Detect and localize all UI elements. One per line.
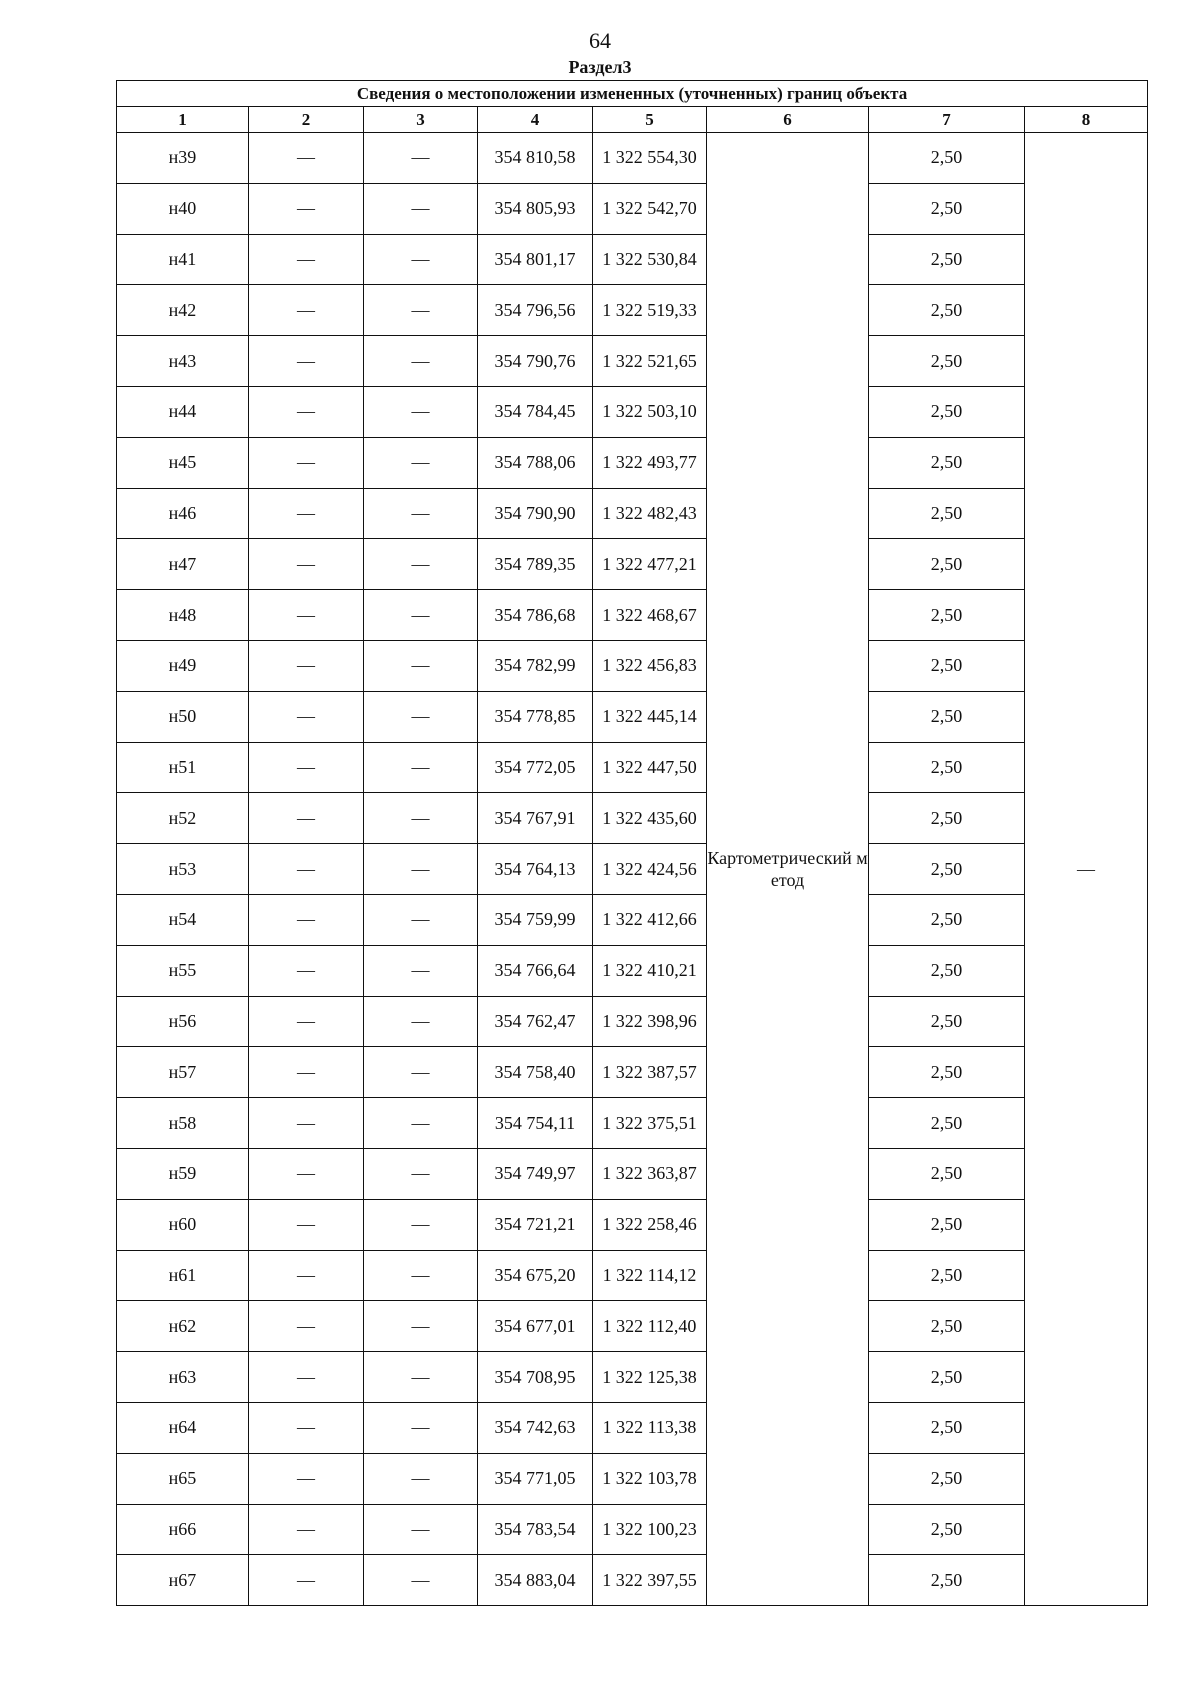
column-2-cell: — xyxy=(249,945,364,996)
table-row xyxy=(117,691,1148,742)
y-coordinate-cell: 1 322 542,70 xyxy=(593,183,707,234)
table-row xyxy=(117,1301,1148,1352)
x-coordinate-cell: 354 810,58 xyxy=(478,133,593,184)
precision-cell: 2,50 xyxy=(869,336,1025,387)
column-3-cell: — xyxy=(364,894,478,945)
x-coordinate-cell: 354 796,56 xyxy=(478,285,593,336)
point-name-cell: н67 xyxy=(117,1555,249,1606)
point-name-cell: н41 xyxy=(117,234,249,285)
point-name-cell: н57 xyxy=(117,1047,249,1098)
point-name-cell: н66 xyxy=(117,1504,249,1555)
precision-cell: 2,50 xyxy=(869,742,1025,793)
point-name-cell: н40 xyxy=(117,183,249,234)
table-row xyxy=(117,386,1148,437)
point-name-cell: н44 xyxy=(117,386,249,437)
y-coordinate-cell: 1 322 468,67 xyxy=(593,590,707,641)
column-3-cell: — xyxy=(364,1402,478,1453)
precision-cell: 2,50 xyxy=(869,1301,1025,1352)
table-caption: Сведения о местоположении измененных (уточненных) границ объекта xyxy=(117,81,1148,107)
y-coordinate-cell: 1 322 521,65 xyxy=(593,336,707,387)
x-coordinate-cell: 354 721,21 xyxy=(478,1199,593,1250)
column-2-cell: — xyxy=(249,488,364,539)
precision-cell: 2,50 xyxy=(869,539,1025,590)
column-2-cell: — xyxy=(249,793,364,844)
x-coordinate-cell: 354 789,35 xyxy=(478,539,593,590)
y-coordinate-cell: 1 322 482,43 xyxy=(593,488,707,539)
table-row xyxy=(117,1555,1148,1606)
precision-cell: 2,50 xyxy=(869,894,1025,945)
point-name-cell: н65 xyxy=(117,1453,249,1504)
precision-cell: 2,50 xyxy=(869,1504,1025,1555)
column-header: 8 xyxy=(1025,107,1148,133)
point-name-cell: н48 xyxy=(117,590,249,641)
point-name-cell: н64 xyxy=(117,1402,249,1453)
table-row xyxy=(117,1148,1148,1199)
point-name-cell: н46 xyxy=(117,488,249,539)
y-coordinate-cell: 1 322 100,23 xyxy=(593,1504,707,1555)
table-row xyxy=(117,1199,1148,1250)
precision-cell: 2,50 xyxy=(869,691,1025,742)
column-header: 7 xyxy=(869,107,1025,133)
y-coordinate-cell: 1 322 387,57 xyxy=(593,1047,707,1098)
column-2-cell: — xyxy=(249,1047,364,1098)
column-header: 5 xyxy=(593,107,707,133)
point-name-cell: н45 xyxy=(117,437,249,488)
x-coordinate-cell: 354 764,13 xyxy=(478,844,593,895)
x-coordinate-cell: 354 762,47 xyxy=(478,996,593,1047)
y-coordinate-cell: 1 322 258,46 xyxy=(593,1199,707,1250)
table-body xyxy=(117,133,1148,1606)
column-3-cell: — xyxy=(364,945,478,996)
precision-cell: 2,50 xyxy=(869,945,1025,996)
column-2-cell: — xyxy=(249,894,364,945)
x-coordinate-cell: 354 788,06 xyxy=(478,437,593,488)
x-coordinate-cell: 354 675,20 xyxy=(478,1250,593,1301)
column-header: 2 xyxy=(249,107,364,133)
column-3-cell: — xyxy=(364,1148,478,1199)
table-row xyxy=(117,1250,1148,1301)
column-2-cell: — xyxy=(249,234,364,285)
y-coordinate-cell: 1 322 103,78 xyxy=(593,1453,707,1504)
point-name-cell: н51 xyxy=(117,742,249,793)
column-3-cell: — xyxy=(364,1504,478,1555)
point-name-cell: н54 xyxy=(117,894,249,945)
x-coordinate-cell: 354 783,54 xyxy=(478,1504,593,1555)
y-coordinate-cell: 1 322 398,96 xyxy=(593,996,707,1047)
x-coordinate-cell: 354 749,97 xyxy=(478,1148,593,1199)
column-3-cell: — xyxy=(364,1555,478,1606)
point-name-cell: н42 xyxy=(117,285,249,336)
column-2-cell: — xyxy=(249,742,364,793)
point-name-cell: н58 xyxy=(117,1098,249,1149)
column-2-cell: — xyxy=(249,996,364,1047)
y-coordinate-cell: 1 322 363,87 xyxy=(593,1148,707,1199)
column-3-cell: — xyxy=(364,234,478,285)
point-name-cell: н47 xyxy=(117,539,249,590)
y-coordinate-cell: 1 322 375,51 xyxy=(593,1098,707,1149)
table-row xyxy=(117,539,1148,590)
x-coordinate-cell: 354 883,04 xyxy=(478,1555,593,1606)
precision-cell: 2,50 xyxy=(869,1047,1025,1098)
column-2-cell: — xyxy=(249,183,364,234)
column-2-cell: — xyxy=(249,437,364,488)
column-2-cell: — xyxy=(249,336,364,387)
table-row xyxy=(117,640,1148,691)
y-coordinate-cell: 1 322 530,84 xyxy=(593,234,707,285)
column-2-cell: — xyxy=(249,1098,364,1149)
point-name-cell: н62 xyxy=(117,1301,249,1352)
x-coordinate-cell: 354 801,17 xyxy=(478,234,593,285)
table-row xyxy=(117,945,1148,996)
precision-cell: 2,50 xyxy=(869,285,1025,336)
column-3-cell: — xyxy=(364,539,478,590)
x-coordinate-cell: 354 790,90 xyxy=(478,488,593,539)
column-2-cell: — xyxy=(249,691,364,742)
column-2-cell: — xyxy=(249,640,364,691)
x-coordinate-cell: 354 778,85 xyxy=(478,691,593,742)
point-name-cell: н52 xyxy=(117,793,249,844)
coordinates-table xyxy=(116,80,1148,1606)
x-coordinate-cell: 354 786,68 xyxy=(478,590,593,641)
table-row xyxy=(117,234,1148,285)
precision-cell: 2,50 xyxy=(869,133,1025,184)
column-2-cell: — xyxy=(249,133,364,184)
table-row xyxy=(117,894,1148,945)
column-2-cell: — xyxy=(249,844,364,895)
column-2-cell: — xyxy=(249,1199,364,1250)
precision-cell: 2,50 xyxy=(869,1453,1025,1504)
column-header: 3 xyxy=(364,107,478,133)
column-3-cell: — xyxy=(364,336,478,387)
x-coordinate-cell: 354 805,93 xyxy=(478,183,593,234)
column-3-cell: — xyxy=(364,691,478,742)
point-name-cell: н49 xyxy=(117,640,249,691)
y-coordinate-cell: 1 322 477,21 xyxy=(593,539,707,590)
table-row xyxy=(117,1352,1148,1403)
precision-cell: 2,50 xyxy=(869,1402,1025,1453)
point-name-cell: н43 xyxy=(117,336,249,387)
table-row xyxy=(117,336,1148,387)
column-3-cell: — xyxy=(364,488,478,539)
point-name-cell: н59 xyxy=(117,1148,249,1199)
y-coordinate-cell: 1 322 113,38 xyxy=(593,1402,707,1453)
column-3-cell: — xyxy=(364,1098,478,1149)
column-2-cell: — xyxy=(249,1504,364,1555)
column-2-cell: — xyxy=(249,285,364,336)
column-3-cell: — xyxy=(364,386,478,437)
y-coordinate-cell: 1 322 445,14 xyxy=(593,691,707,742)
column-2-cell: — xyxy=(249,539,364,590)
precision-cell: 2,50 xyxy=(869,183,1025,234)
column-3-cell: — xyxy=(364,996,478,1047)
x-coordinate-cell: 354 766,64 xyxy=(478,945,593,996)
table-row xyxy=(117,183,1148,234)
column-3-cell: — xyxy=(364,1453,478,1504)
precision-cell: 2,50 xyxy=(869,1352,1025,1403)
column-3-cell: — xyxy=(364,133,478,184)
x-coordinate-cell: 354 758,40 xyxy=(478,1047,593,1098)
column-header: 1 xyxy=(117,107,249,133)
column-2-cell: — xyxy=(249,590,364,641)
section-title: Раздел3 xyxy=(568,57,632,77)
precision-cell: 2,50 xyxy=(869,1199,1025,1250)
y-coordinate-cell: 1 322 519,33 xyxy=(593,285,707,336)
table-row xyxy=(117,1047,1148,1098)
table-header-row xyxy=(117,107,1148,133)
table-row xyxy=(117,1453,1148,1504)
table-row xyxy=(117,133,1148,184)
y-coordinate-cell: 1 322 447,50 xyxy=(593,742,707,793)
y-coordinate-cell: 1 322 114,12 xyxy=(593,1250,707,1301)
precision-cell: 2,50 xyxy=(869,1098,1025,1149)
y-coordinate-cell: 1 322 554,30 xyxy=(593,133,707,184)
precision-cell: 2,50 xyxy=(869,590,1025,641)
y-coordinate-cell: 1 322 412,66 xyxy=(593,894,707,945)
table-row xyxy=(117,1098,1148,1149)
x-coordinate-cell: 354 782,99 xyxy=(478,640,593,691)
precision-cell: 2,50 xyxy=(869,234,1025,285)
page-number: 64 xyxy=(589,28,611,53)
column-3-cell: — xyxy=(364,844,478,895)
column-header: 6 xyxy=(707,107,869,133)
precision-cell: 2,50 xyxy=(869,386,1025,437)
precision-cell: 2,50 xyxy=(869,1555,1025,1606)
x-coordinate-cell: 354 771,05 xyxy=(478,1453,593,1504)
table-row xyxy=(117,996,1148,1047)
y-coordinate-cell: 1 322 424,56 xyxy=(593,844,707,895)
y-coordinate-cell: 1 322 125,38 xyxy=(593,1352,707,1403)
column-2-cell: — xyxy=(249,386,364,437)
point-name-cell: н60 xyxy=(117,1199,249,1250)
y-coordinate-cell: 1 322 503,10 xyxy=(593,386,707,437)
column-2-cell: — xyxy=(249,1453,364,1504)
precision-cell: 2,50 xyxy=(869,844,1025,895)
column-3-cell: — xyxy=(364,640,478,691)
column-2-cell: — xyxy=(249,1250,364,1301)
column-2-cell: — xyxy=(249,1352,364,1403)
point-name-cell: н39 xyxy=(117,133,249,184)
x-coordinate-cell: 354 759,99 xyxy=(478,894,593,945)
column-8-cell: — xyxy=(1025,133,1148,1606)
table-row xyxy=(117,793,1148,844)
x-coordinate-cell: 354 742,63 xyxy=(478,1402,593,1453)
table-row xyxy=(117,1402,1148,1453)
column-3-cell: — xyxy=(364,742,478,793)
precision-cell: 2,50 xyxy=(869,1250,1025,1301)
y-coordinate-cell: 1 322 397,55 xyxy=(593,1555,707,1606)
precision-cell: 2,50 xyxy=(869,793,1025,844)
column-3-cell: — xyxy=(364,437,478,488)
x-coordinate-cell: 354 772,05 xyxy=(478,742,593,793)
point-name-cell: н61 xyxy=(117,1250,249,1301)
x-coordinate-cell: 354 677,01 xyxy=(478,1301,593,1352)
column-3-cell: — xyxy=(364,1250,478,1301)
point-name-cell: н56 xyxy=(117,996,249,1047)
column-2-cell: — xyxy=(249,1555,364,1606)
column-3-cell: — xyxy=(364,1352,478,1403)
table-row xyxy=(117,488,1148,539)
table-row xyxy=(117,590,1148,641)
precision-cell: 2,50 xyxy=(869,640,1025,691)
x-coordinate-cell: 354 754,11 xyxy=(478,1098,593,1149)
x-coordinate-cell: 354 790,76 xyxy=(478,336,593,387)
column-3-cell: — xyxy=(364,590,478,641)
table-row xyxy=(117,285,1148,336)
precision-cell: 2,50 xyxy=(869,437,1025,488)
column-3-cell: — xyxy=(364,1199,478,1250)
x-coordinate-cell: 354 784,45 xyxy=(478,386,593,437)
column-2-cell: — xyxy=(249,1148,364,1199)
x-coordinate-cell: 354 767,91 xyxy=(478,793,593,844)
column-2-cell: — xyxy=(249,1301,364,1352)
table-row xyxy=(117,844,1148,895)
column-3-cell: — xyxy=(364,183,478,234)
column-3-cell: — xyxy=(364,1047,478,1098)
y-coordinate-cell: 1 322 112,40 xyxy=(593,1301,707,1352)
y-coordinate-cell: 1 322 493,77 xyxy=(593,437,707,488)
point-name-cell: н63 xyxy=(117,1352,249,1403)
point-name-cell: н53 xyxy=(117,844,249,895)
column-2-cell: — xyxy=(249,1402,364,1453)
column-3-cell: — xyxy=(364,1301,478,1352)
table-row xyxy=(117,437,1148,488)
precision-cell: 2,50 xyxy=(869,1148,1025,1199)
column-3-cell: — xyxy=(364,793,478,844)
precision-cell: 2,50 xyxy=(869,488,1025,539)
point-name-cell: н50 xyxy=(117,691,249,742)
y-coordinate-cell: 1 322 410,21 xyxy=(593,945,707,996)
method-cell: Картометрический метод xyxy=(707,133,869,1606)
table-row xyxy=(117,1504,1148,1555)
table-row xyxy=(117,742,1148,793)
y-coordinate-cell: 1 322 456,83 xyxy=(593,640,707,691)
column-header: 4 xyxy=(478,107,593,133)
y-coordinate-cell: 1 322 435,60 xyxy=(593,793,707,844)
column-3-cell: — xyxy=(364,285,478,336)
precision-cell: 2,50 xyxy=(869,996,1025,1047)
point-name-cell: н55 xyxy=(117,945,249,996)
x-coordinate-cell: 354 708,95 xyxy=(478,1352,593,1403)
